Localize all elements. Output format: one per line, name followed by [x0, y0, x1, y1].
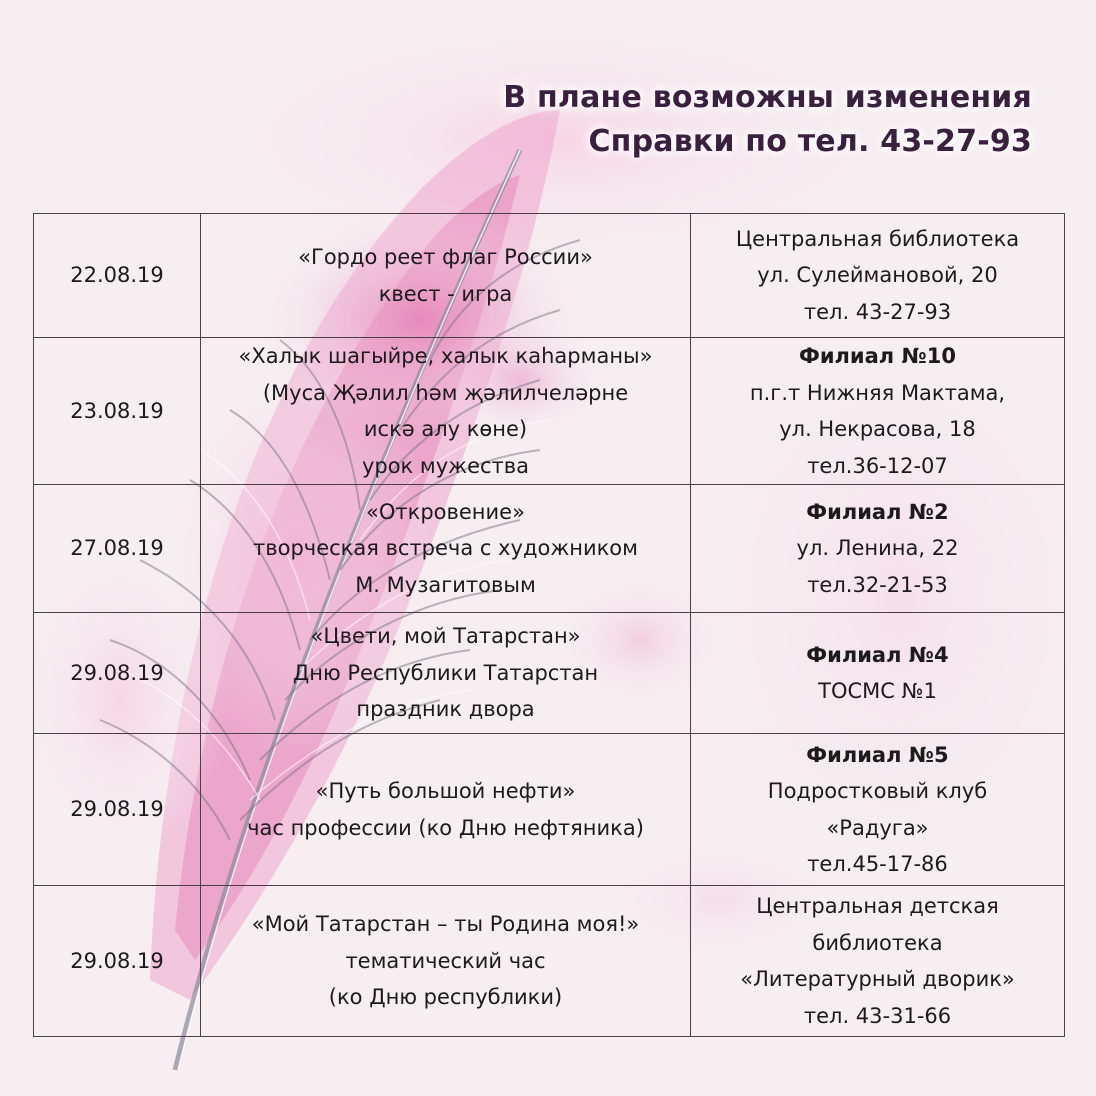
table-row	[34, 338, 1065, 485]
table-row	[34, 886, 1065, 1037]
table-row	[34, 485, 1065, 613]
header-line-changes: В плане возможны изменения	[503, 80, 1032, 115]
date-cell: 29.08.19	[34, 886, 201, 1037]
place-cell: Филиал №10 п.г.т Нижняя Мактама, ул. Некрасова, 18 тел.36-12-07	[691, 338, 1065, 485]
event-cell: «Откровение» творческая встреча с художником М. Музагитовым	[201, 485, 691, 613]
place-cell: Филиал №4 ТОСМС №1	[691, 613, 1065, 734]
header-notice	[503, 76, 1032, 164]
place-cell: Центральная детская библиотека «Литературный дворик» тел. 43-31-66	[691, 886, 1065, 1037]
date-cell: 22.08.19	[34, 214, 201, 338]
date-cell: 27.08.19	[34, 485, 201, 613]
place-cell: Филиал №5 Подростковый клуб «Радуга» тел.45-17-86	[691, 734, 1065, 886]
date-cell: 23.08.19	[34, 338, 201, 485]
place-cell: Филиал №2 ул. Ленина, 22 тел.32-21-53	[691, 485, 1065, 613]
place-cell: Центральная библиотека ул. Сулеймановой, 20 тел. 43-27-93	[691, 214, 1065, 338]
date-cell: 29.08.19	[34, 613, 201, 734]
events-table	[33, 213, 1065, 1037]
header-line-phone: Справки по тел. 43-27-93	[588, 124, 1032, 159]
table-row	[34, 613, 1065, 734]
event-cell: «Путь большой нефти» час профессии (ко Дню нефтяника)	[201, 734, 691, 886]
event-cell: «Мой Татарстан – ты Родина моя!» тематический час (ко Дню республики)	[201, 886, 691, 1037]
event-cell: «Гордо реет флаг России» квест - игра	[201, 214, 691, 338]
table-row	[34, 734, 1065, 886]
table-row	[34, 214, 1065, 338]
event-cell: «Халык шагыйре, халык каһарманы» (Муса Җәлил һәм җәлилчеләрне искә алу көне) урок мужества	[201, 338, 691, 485]
date-cell: 29.08.19	[34, 734, 201, 886]
event-cell: «Цвети, мой Татарстан» Дню Республики Татарстан праздник двора	[201, 613, 691, 734]
